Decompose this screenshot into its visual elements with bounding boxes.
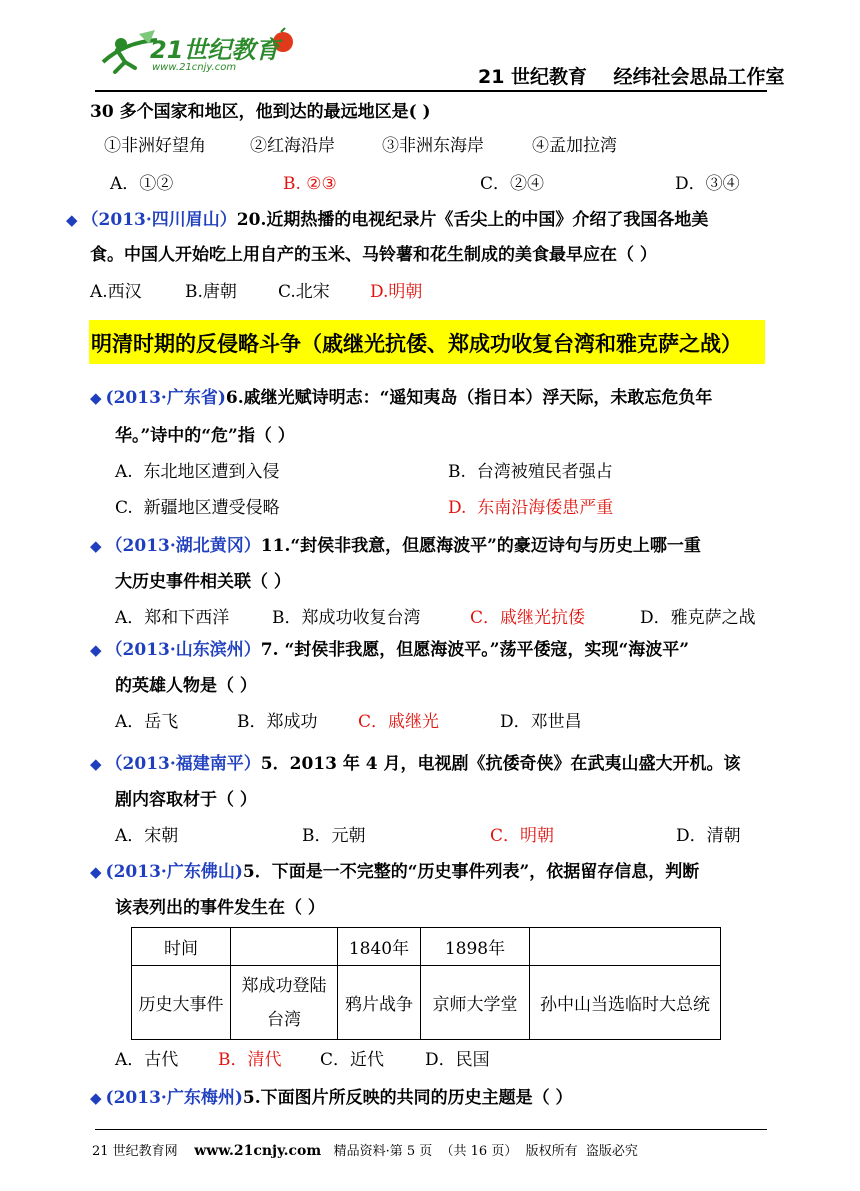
diamond-bullet-icon: ◆ — [90, 1089, 102, 1107]
q-binzhou-option-d: D．邓世昌 — [500, 712, 582, 732]
q-prev-item-4: ④孟加拉湾 — [532, 136, 617, 156]
logo-url: www.21cnjy.com — [152, 62, 237, 73]
q-foshan-option-b: B．清代 — [218, 1050, 282, 1070]
q-binzhou-option-a: A．岳飞 — [115, 712, 179, 732]
q-guangdong-option-b: B. 台湾被殖民者强占 — [448, 462, 613, 482]
q-meishan-option-d: D.明朝 — [370, 282, 423, 302]
q-huanggang-option-c: C．戚继光抗倭 — [470, 608, 586, 628]
q-guangdong-option-a: A. 东北地区遭到入侵 — [115, 462, 280, 482]
header-rule — [95, 90, 767, 92]
q-guangdong-stem1: 6.戚继光赋诗明志：“遥知夷岛（指日本）浮天际，未敢忘危负年 — [225, 388, 713, 408]
q-guangdong-option-c: C. 新疆地区遭受侵略 — [115, 498, 280, 518]
q-prev-option-c: C．②④ — [480, 174, 545, 194]
section-title: 明清时期的反侵略斗争（戚继光抗倭、郑成功收复台湾和雅克萨之战） — [91, 332, 742, 356]
q-foshan-stem1: 5．下面是一不完整的“历史事件列表”，依据留存信息，判断 — [242, 862, 700, 882]
diamond-bullet-icon: ◆ — [90, 755, 102, 773]
q-binzhou-stem2: 的英雄人物是（ ） — [115, 676, 257, 696]
table-cell: 郑成功登陆台湾 — [231, 966, 338, 1040]
q-foshan-option-a: A．古代 — [115, 1050, 179, 1070]
q-nanping-stem1: 5．2013 年 4 月，电视剧《抗倭奇侠》在武夷山盛大开机。该 — [260, 754, 741, 774]
q-foshan-stem2: 该表列出的事件发生在（ ） — [115, 898, 325, 918]
q-meishan-line1 — [66, 208, 708, 232]
q-huanggang-option-a: A．郑和下西洋 — [115, 608, 230, 628]
logo-text: 21世纪教育 — [150, 36, 280, 64]
q-prev-stem: 30 多个国家和地区，他到达的最远地区是( ) — [90, 102, 431, 122]
q-huanggang-stem2: 大历史事件相关联（ ） — [115, 572, 291, 592]
diamond-bullet-icon: ◆ — [90, 863, 102, 881]
q-meishan-option-b: B.唐朝 — [185, 282, 237, 302]
q-binzhou-option-b: B．郑成功 — [237, 712, 318, 732]
q-nanping-source: （2013·福建南平） — [105, 754, 261, 774]
table-cell — [231, 928, 338, 966]
q-binzhou-source: （2013·山东滨州） — [105, 640, 261, 660]
q-nanping-stem2: 剧内容取材于（ ） — [115, 790, 257, 810]
q-huanggang-stem1: 11.“封侯非我意，但愿海波平”的豪迈诗句与历史上哪一重 — [260, 536, 701, 556]
q-prev-option-b: B. ②③ — [283, 174, 337, 194]
q-meishan-option-a: A.西汉 — [90, 282, 142, 302]
footer — [92, 1140, 638, 1159]
q-foshan-source: (2013·广东佛山) — [105, 862, 243, 882]
table-cell: 鸦片战争 — [338, 966, 421, 1040]
section-banner — [89, 320, 765, 364]
q-guangdong-stem2: 华。”诗中的“危”指（ ） — [115, 426, 295, 446]
q-meishan-option-c: C.北宋 — [278, 282, 330, 302]
diamond-bullet-icon: ◆ — [90, 641, 102, 659]
q-nanping-option-a: A．宋朝 — [115, 826, 179, 846]
table-cell: 1840年 — [338, 928, 421, 966]
q-binzhou-stem1: 7. “封侯非我愿，但愿海波平。”荡平倭寇，实现“海波平” — [260, 640, 690, 660]
diamond-bullet-icon: ◆ — [90, 389, 102, 407]
table-cell: 1898年 — [421, 928, 530, 966]
q-prev-item-2: ②红海沿岸 — [250, 136, 335, 156]
footer-rule — [95, 1129, 767, 1130]
header-title: 21 世纪教育 经纬社会思品工作室 — [478, 66, 785, 88]
footer-text: 精品资料·第 5 页 （共 16 页） 版权所有 盗版必究 — [333, 1144, 638, 1159]
q-binzhou-line1 — [90, 638, 689, 662]
q-huanggang-option-b: B．郑成功收复台湾 — [272, 608, 421, 628]
q-huanggang-line1 — [90, 534, 701, 558]
q-guangdong-line1 — [90, 386, 712, 410]
q-prev-item-1: ①非洲好望角 — [104, 136, 206, 156]
q-huanggang-option-d: D．雅克萨之战 — [640, 608, 756, 628]
footer-site: 21 世纪教育网 — [92, 1144, 178, 1159]
table-cell: 京师大学堂 — [421, 966, 530, 1040]
q-meishan-stem1: 20.近期热播的电视纪录片《舌尖上的中国》介绍了我国各地美 — [236, 210, 709, 230]
footer-url: www.21cnjy.com — [194, 1143, 322, 1159]
q-binzhou-option-c: C．戚继光 — [358, 712, 440, 732]
q-prev-option-a: A．①② — [110, 174, 174, 194]
q-meizhou-stem: 5.下面图片所反映的共同的历史主题是（ ） — [242, 1088, 573, 1108]
q-nanping-option-c: C．明朝 — [490, 826, 555, 846]
q-meishan-source: （2013·四川眉山） — [81, 210, 237, 230]
q-guangdong-source: (2013·广东省) — [105, 388, 226, 408]
q-huanggang-source: （2013·湖北黄冈） — [105, 536, 261, 556]
q-guangdong-option-d: D. 东南沿海倭患严重 — [448, 498, 614, 518]
history-event-table — [131, 927, 721, 1040]
table-row — [132, 966, 721, 1040]
q-nanping-option-b: B．元朝 — [302, 826, 366, 846]
q-prev-option-d: D．③④ — [675, 174, 740, 194]
q-foshan-line1 — [90, 860, 699, 884]
q-meishan-stem2: 食。中国人开始吃上用自产的玉米、马铃薯和花生制成的美食最早应在（ ） — [90, 245, 657, 265]
q-meizhou-line1 — [90, 1086, 573, 1110]
q-prev-item-3: ③非洲东海岸 — [382, 136, 484, 156]
table-cell: 孙中山当选临时大总统 — [530, 966, 721, 1040]
table-cell — [530, 928, 721, 966]
q-foshan-option-c: C．近代 — [320, 1050, 385, 1070]
table-cell: 历史大事件 — [132, 966, 231, 1040]
q-nanping-option-d: D．清朝 — [676, 826, 741, 846]
diamond-bullet-icon: ◆ — [90, 537, 102, 555]
table-cell: 时间 — [132, 928, 231, 966]
q-nanping-line1 — [90, 752, 741, 776]
q-meizhou-source: (2013·广东梅州) — [105, 1088, 243, 1108]
diamond-bullet-icon: ◆ — [66, 211, 78, 229]
q-foshan-option-d: D．民国 — [425, 1050, 490, 1070]
table-row — [132, 928, 721, 966]
